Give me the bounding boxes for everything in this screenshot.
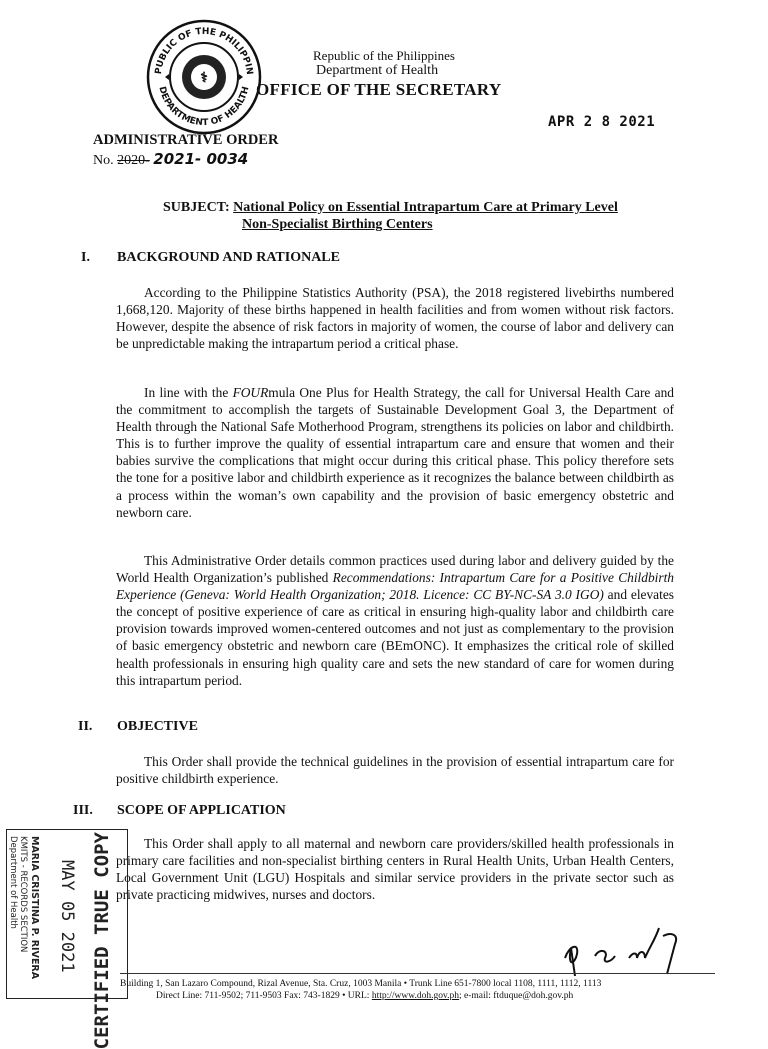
- subject-line-1: [163, 200, 618, 216]
- para-3-italic: Recommendations: Intrapartum Care for a Positive Childbirth Experience (Geneva: World Health Organization; 2018. Licence: CC BY-NC-SA 3.0 IGO): [116, 570, 674, 603]
- para-2-after: mula One Plus for Health Strategy, the call for Universal Health Care and the commitment to accomplish the targets of Sustainable Development Goal 3, the Department of Health through the National Safe Motherhood Program, strengthens its policies on labor and childbirth. This is to further improve the quality of essential intrapartum care and ensure that women and their babies survive the complications that might occur during this critical phase. This policy therefore sets the tone for a positive labor and childbirth experience as it recognizes the balance between childbirth as a process within the woman’s own capability and the provision of basic emergency obstetric and newborn care.: [116, 385, 675, 520]
- order-no-struck: 2020-: [117, 153, 150, 168]
- order-no-label: No.: [93, 153, 114, 168]
- certified-name: MARIA CRISTINA P. RIVERA: [29, 836, 40, 980]
- section-1-paragraph-3: [116, 552, 674, 689]
- subject-title-2: Non-Specialist Birthing Centers: [242, 217, 433, 232]
- section-3-number: III.: [73, 803, 93, 818]
- certified-true-copy-stamp: [6, 829, 128, 1049]
- footer-address: Building 1, San Lazaro Compound, Rizal Avenue, Sta. Cruz, 1003 Manila • Trunk Line 651-7800 local 1108, 1111, 1112, 1113: [120, 979, 602, 989]
- signature-icon: [555, 918, 695, 978]
- certified-date: MAY 05 2021: [57, 860, 77, 973]
- department-line: Department of Health: [316, 63, 439, 78]
- footer-email-link[interactable]: ftduque@doh.gov.ph: [493, 991, 574, 1001]
- para-3-after: and elevates the concept of positive experience of care as critical in ensuring high-quality labor and childbirth care provision towards improved women-centered outcomes and not just as complementary to the provision of basic emergency obstetric and newborn care (BEmONC). It emphasizes the critical role of skilled health professionals in ensuring high quality care and sets the new standard of care for women during this intrapartum period.: [116, 587, 674, 688]
- office-title: OFFICE OF THE SECRETARY: [256, 80, 502, 99]
- svg-text:⚕: ⚕: [200, 70, 208, 86]
- order-no-handwritten: 2021- 0034: [153, 150, 249, 168]
- footer-email-label: ; e-mail:: [459, 991, 494, 1001]
- doh-seal-icon: [145, 18, 263, 136]
- certified-unit: KMITS - RECORDS SECTION: [18, 836, 28, 953]
- para-3-before: This Administrative Order details common practices used during labor and delivery guided by the World Health Organization’s published: [116, 553, 674, 586]
- section-2-title: OBJECTIVE: [117, 719, 198, 734]
- order-number: [93, 150, 248, 169]
- certified-label: CERTIFIED TRUE COPY: [91, 832, 113, 1049]
- subject-line-2: [242, 217, 433, 233]
- subject-title-1: National Policy on Essential Intrapartum Care at Primary Level: [233, 200, 618, 215]
- section-1-number: I.: [81, 250, 90, 265]
- para-2-italic: FOUR: [232, 385, 269, 400]
- seal-text-bottom: DEPARTMENT OF HEALTH: [156, 85, 252, 129]
- section-3-title: SCOPE OF APPLICATION: [117, 803, 286, 818]
- section-1-title: BACKGROUND AND RATIONALE: [117, 250, 340, 265]
- republic-line: Republic of the Philippines: [313, 48, 455, 63]
- seal-text-top: PUBLIC OF THE PHILIPPIN: [154, 26, 255, 76]
- section-1-paragraph-2: [116, 384, 674, 521]
- order-title: ADMINISTRATIVE ORDER: [93, 132, 279, 148]
- para-2-before: In line with the: [144, 385, 233, 400]
- section-1-paragraph-1: According to the Philippine Statistics Authority (PSA), the 2018 registered livebirths numbered 1,668,120. Majority of these births happened in health facilities and from women without risk factors. However, despite the absence of risk factors in majority of women, the course of labor and delivery can be unpredictable making the intrapartum period a critical phase.: [116, 285, 674, 352]
- footer-contact: [156, 990, 573, 1002]
- doh-seal: [145, 18, 263, 141]
- section-3-paragraph-1: This Order shall apply to all maternal and newborn care providers/skilled health professionals in primary care facilities and non-specialist birthing centers in Rural Health Units, Urban Health Centers, Local Government Unit (LGU) Hospitals and similar service providers in the private sector such as private practicing midwives, nurses and doctors.: [116, 836, 674, 903]
- certified-dept: Department of Health: [8, 836, 18, 929]
- footer-rule: [120, 973, 715, 974]
- date-stamp: APR 2 8 2021: [548, 114, 656, 130]
- footer-contact-text: Direct Line: 711-9502; 711-9503 Fax: 743-1829 • URL:: [156, 991, 372, 1001]
- subject-label: SUBJECT:: [163, 200, 230, 215]
- footer-url-link[interactable]: http://www.doh.gov.ph: [371, 991, 459, 1001]
- section-2-number: II.: [78, 719, 93, 734]
- section-2-paragraph-1: This Order shall provide the technical guidelines in the provision of essential intrapartum care for positive childbirth experience.: [116, 754, 674, 787]
